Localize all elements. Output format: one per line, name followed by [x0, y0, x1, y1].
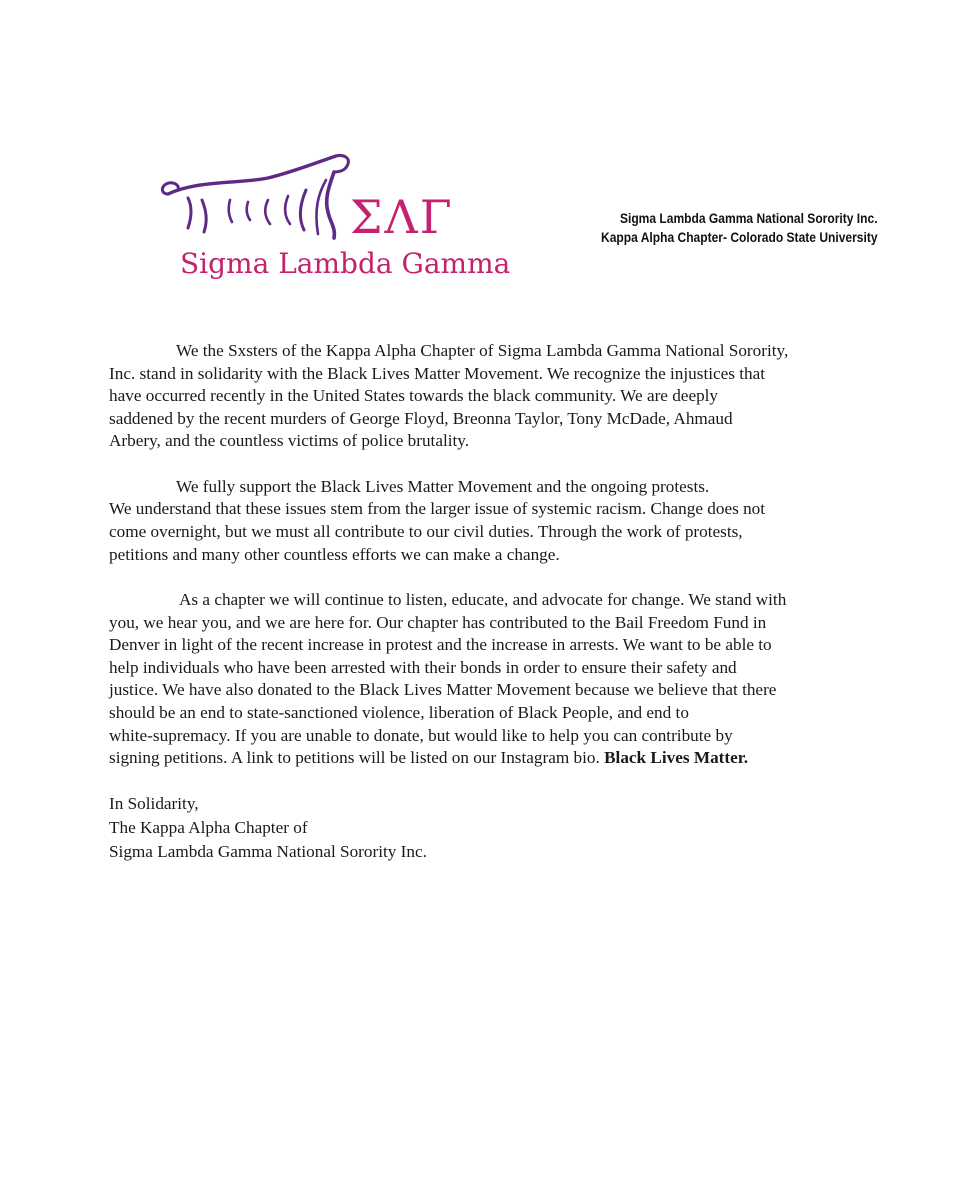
text-line-last [109, 747, 869, 770]
logo-greek-letters: ΣΛΓ [350, 190, 454, 244]
letter-body [109, 340, 869, 887]
text-line: We the Sxsters of the Kappa Alpha Chapter of Sigma Lambda Gamma National Sorority, [176, 341, 789, 360]
text-line: come overnight, but we must all contribute to our civil duties. Through the work of protests, [109, 521, 743, 541]
letterhead [601, 209, 878, 247]
sorority-logo [158, 150, 511, 290]
letterhead-org: Sigma Lambda Gamma National Sorority Inc. [620, 210, 878, 226]
text-line: Denver in light of the recent increase in protest and the increase in arrests. We want to be able to [109, 635, 772, 655]
text-line: should be an end to state-sanctioned violence, liberation of Black People, and end to [109, 702, 689, 722]
text-line: As a chapter we will continue to listen, educate, and advocate for change. We stand with [179, 589, 787, 609]
closing-chapter: The Kappa Alpha Chapter of [109, 818, 308, 838]
letterhead-chapter: Kappa Alpha Chapter- Colorado State University [601, 229, 878, 245]
text-line: white-supremacy. If you are unable to donate, but would like to help you can contribute by [109, 725, 733, 745]
paragraph-3 [109, 589, 869, 770]
text-line: justice. We have also donated to the Black Lives Matter Movement because we believe that there [109, 680, 777, 700]
text-segment: signing petitions. A link to petitions will be listed on our Instagram bio. [109, 748, 600, 768]
text-line: saddened by the recent murders of George Floyd, Breonna Taylor, Tony McDade, Ahmaud [109, 408, 733, 428]
text-line: have occurred recently in the United States towards the black community. We are deeply [109, 386, 719, 406]
text-line: petitions and many other countless efforts we can make a change. [109, 544, 560, 564]
closing-signature [109, 792, 869, 864]
text-line: We understand that these issues stem from the larger issue of systemic racism. Change does not [109, 499, 766, 519]
text-line: We fully support the Black Lives Matter Movement and the ongoing protests. [176, 476, 710, 496]
panther-icon [158, 150, 358, 250]
paragraph-1 [109, 340, 869, 453]
text-line: Arbery, and the countless victims of police brutality. [109, 431, 470, 451]
closing-salutation: In Solidarity, [109, 794, 199, 814]
logo-wordmark: Sigma Lambda Gamma [180, 247, 511, 280]
paragraph-2 [109, 476, 869, 566]
closing-organization: Sigma Lambda Gamma National Sorority Inc. [109, 842, 427, 862]
text-line: Inc. stand in solidarity with the Black Lives Matter Movement. We recognize the injustices that [109, 363, 766, 383]
blm-emphasis: Black Lives Matter. [604, 748, 749, 768]
text-line: you, we hear you, and we are here for. Our chapter has contributed to the Bail Freedom Fund in [109, 612, 767, 632]
text-line: help individuals who have been arrested with their bonds in order to ensure their safety and [109, 657, 737, 677]
